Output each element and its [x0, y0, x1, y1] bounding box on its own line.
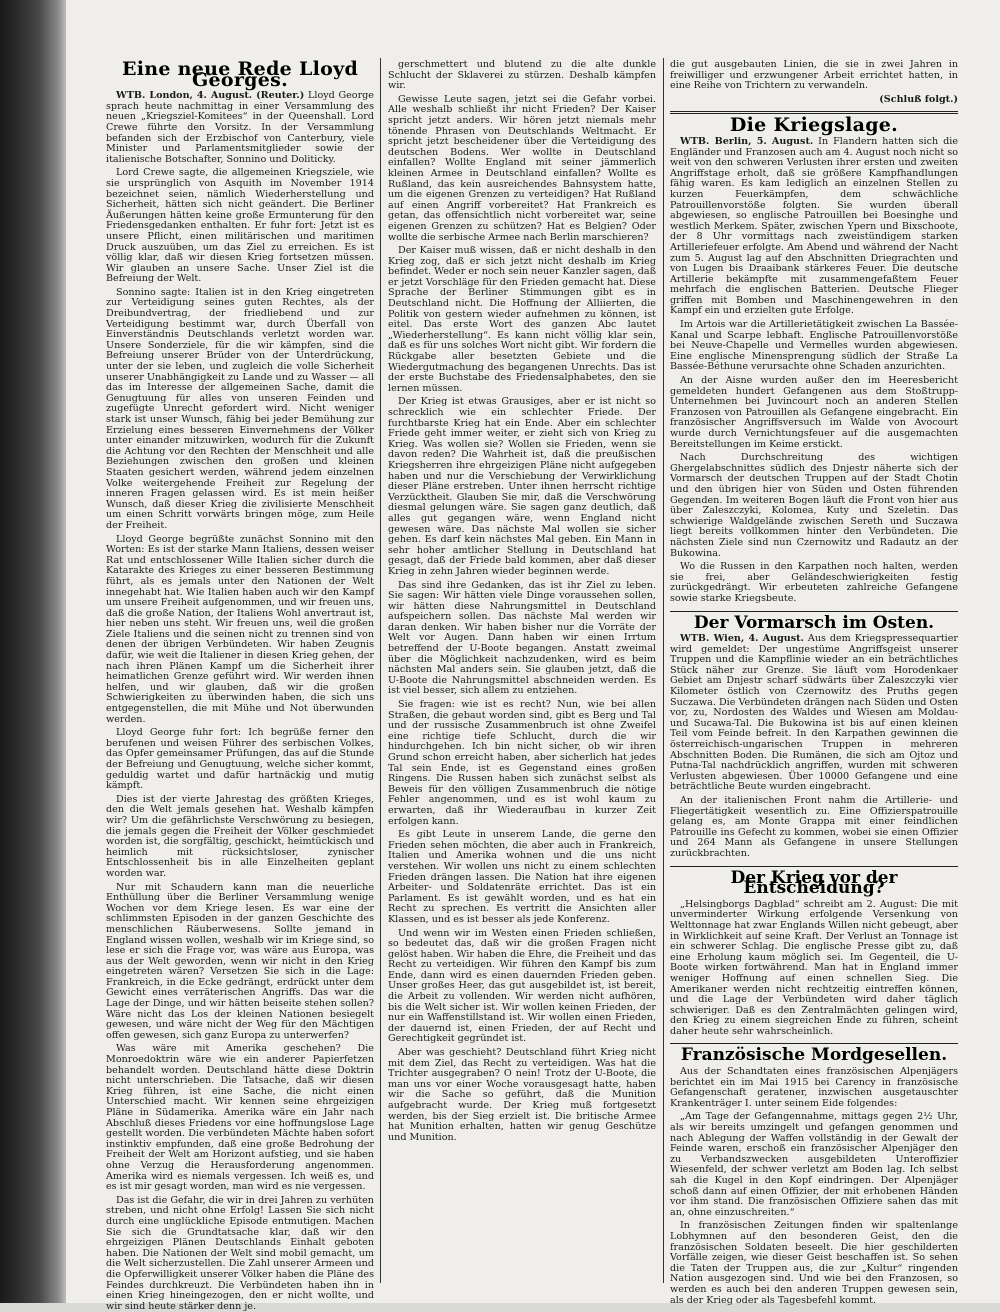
dateline: WTB. Berlin, 5. August. [680, 135, 814, 147]
headline-mordgesellen: Französische Mordgesellen. [680, 1045, 948, 1066]
article-paragraph: die gut ausgebauten Linien, die sie in zwei Jahren in freiwilliger und erzwungener Arbeit errichtet hatten, in eine Reihe von Trichtern zu verwandeln. [670, 59, 958, 92]
paragraph-text: In Flandern hatten sich die Engländer und Franzosen auch am 4. August noch nicht so weit von den schweren Verlusten ihrer ersten und zweiten Angriffstage erholt, daß sie größere Kampfhandlungen fähig waren. Es kam lediglich an einzelnen Stellen zu kurzen Feuerkämpfen, dem schwächliche Patrouillenvorstöße folgten. Sie wurden überall abgewiesen, so englische Patrouillen bei Boesinghe und westlich Merkem. Später, zwischen Ypern und Bixschoote, der 8 Uhr vormittags nach zweistündigem starken Artilleriefeuer erfolgte. Am Abend und während der Nacht zum 5. August lag auf den Abschnitten Driegrachten und von Lugen bis Draaibank stärkeres Feuer. Die deutsche Artillerie bekämpfte mit zusammengefaßtem Feuer mehrfach die englischen Batterien. Deutsche Flieger griffen mit Bomben und Maschinengewehren in den Kampf ein und erzielten gute Erfolge. [670, 135, 958, 317]
article-paragraph: An der italienischen Front nahm die Artillerie- und Fliegertätigkeit wesentlich zu. Eine Offizierspatrouille gelang es, am Monte Grappa mit einer feindlichen Patrouille ins Gefecht zu kommen, wobei sie einen Offizier und 264 Mann als Gefangene in unsere Stellungen zurückbrachten. [670, 795, 958, 859]
column-divider [380, 58, 381, 1283]
headline-vormarsch: Der Vormarsch im Osten. [693, 612, 935, 633]
article-paragraph: Aber was geschieht? Deutschland führt Krieg nicht mit dem Ziel, das Recht zu verteidigen. Was hat die Trichter ausgegraben? O nein! Trotz der U-Boote, die man uns vor einer Woche vorausgesagt hatte, haben wir die Sache so geführt, daß die Munition aufgebracht wurde. Der Krieg muß fortgesetzt werden, bis der Sieg erzielt ist. Die britische Armee hat Munition erhalten, hatten wir genug Geschütze und Munition. [388, 1047, 656, 1143]
article-paragraph: Der Kaiser muß wissen, daß er nicht deshalb in den Krieg zog, daß er sich jetzt nicht deshalb im Krieg befindet. Weder er noch sein neuer Kanzler sagen, daß er jetzt Vorschläge für den Frieden gemacht hat. Diese Sprache der Berliner Stimmungen gibt es in Deutschland nicht. Die Hoffnung der Alliierten, die Politik von gestern wieder aufnehmen zu können, ist eitel. Das erste Wort des ganzen Abc lautet „Wiederherstellung“. Es kann nicht völlig klar sein, daß es für uns solches Wort nicht gibt. Wir fordern die Rückgabe aller besetzten Gebiete und die Wiedergutmachung des begangenen Unrechts. Das ist der erste Buchstabe des Friedensalphabetes, den sie lernen müssen. [388, 245, 657, 394]
article-paragraph: Aus der Schandtaten eines französischen Alpenjägers berichtet ein im Mai 1915 bei Carency in französische Gefangenschaft geratener, inzwischen ausgetauschter Krankenträger I. unter seinem Eide folgendes: [670, 1066, 958, 1109]
article-paragraph: Dies ist der vierte Jahrestag des größten Krieges, den die Welt jemals gesehen hat. Weshalb kämpfen wir? Um die gefährlichste Verschwörung zu besiegen, die jemals gegen die Freiheit der Völker geschmiedet worden ist, die sorgfältig, geschickt, heimtückisch und heimlich mit rücksichtsloser, zynischer Entschlossenheit bis in alle Einzelheiten geplant worden war. [106, 793, 374, 879]
article-paragraph: „Am Tage der Gefangennahme, mittags gegen 2½ Uhr, als wir bereits umzingelt und gefangen genommen und nach Ablegung der Waffen vollständig in der Gewalt der Feinde waren, erschoß ein französischer Alpenjäger den zu Verbandszwecken ausgebildeten Unteroffizier Wiesenfeld, der schwer verletzt am Boden lag. Ich selbst sah die Kugel in den Kopf eindringen. Der Alpenjäger schoß dann auf einen Offizier, der mit erhobenen Händen vor ihm stand. Die französischen Offiziere sahen das mit an, ohne einzuschreiten.“ [670, 1111, 958, 1218]
article-paragraph: Wo die Russen in den Karpathen noch halten, werden sie frei, aber Geländeschwierigkeiten festig zurückgedrängt. Wir erbeuteten zahlreiche Gefangene sowie starke Kriegsbeute. [670, 561, 958, 604]
article-paragraph: Lord Crewe sagte, die allgemeinen Kriegsziele, wie sie ursprünglich von Asquith im November 1914 bezeichnet seien, nämlich Wiederherstellung und Sicherheit, hätten sich nicht geändert. Die Berliner Äußerungen hätten keine große Ermunterung für den Friedensgedanken enthalten. Er fuhr fort: Jetzt ist es unsere Pflicht, einen militärischen und maritimen Druck auszuüben, um das Ziel zu erreichen. Es ist völlig klar, daß wir diesen Krieg fortsetzen müssen. Wir glauben an unsere Sache. Unser Ziel ist die Befreiung der Welt. [106, 167, 374, 285]
article-paragraph [106, 91, 374, 165]
book-binding [0, 0, 66, 1303]
article-paragraph: Sie fragen: wie ist es recht? Nun, wie bei allen Straßen, die gebaut worden sind, gibt es Berg und Tal und der russische Zusammenbruch ist ohne Zweifel eine richtige tiefe Schlucht, durch die wir hindurchgehen. Ich bin nicht sicher, ob wir ihren Grund schon erreicht haben, aber sicherlich hat jedes Tal sein Ende, ist es Gegenstand eines großen Ringens. Die Russen haben sich zunächst selbst als Beweis für den völligen Zusammenbruch die nötige Fehler angenommen, und es ist wohl kaum zu erwarten, daß ihr Wiederaufbau in kurzer Zeit erfolgen kann. [388, 699, 656, 827]
article-paragraph: Nach Durchschreitung des wichtigen Ghergelabschnittes südlich des Dnjestr näherte sich der Vormarsch der deutschen Truppen auf der Stadt Chotin und den übrigen hier von Süden und Osten führenden Gegenden. Im weiteren Bogen läuft die Front von hier aus über Zaleszczyki, Kolomea, Kuty und Szeletin. Das schwierige Waldgelände zwischen Sereth und Suczawa liegt bereits vollkommen hinter den Verbündeten. Die nächsten Ziele sind nun Czernowitz und Radautz an der Bukowina. [670, 452, 958, 559]
column-3 [670, 59, 959, 1306]
article-paragraph: An der Aisne wurden außer den im Heeresbericht gemeldeten hundert Gefangenen aus dem Stoßtrupp-Unternehmen bei Juvincourt noch an anderen Stellen Franzosen von Patrouillen als Gefangene eingebracht. Ein französischer Angriffsversuch im Walde von Avocourt wurde durch Vernichtungsfeuer auf die ausgemachten Bereitstellungen im Keime erstickt. [670, 375, 958, 450]
article-paragraph [670, 137, 958, 317]
paragraph-text: Aus dem Kriegspressequartier wird gemeldet: Der ungestüme Angriffsgeist unserer Truppen und die Kampflinie wieder an ein beträchtliches Stück näher zur Grenze. Sie läuft vom Horodenkaer Gebiet am Dnjestr scharf südwärts über Zaleszczyki vier Kilometer östlich von Czernowitz des Pruths gegen Suczawa. Die Verbündeten drängen nach Süden und Osten vor, zu, Nordosten des Waldes und Wiesen am Moldau- und Sucawa-Tal. Die Bukowina ist bis auf einen kleinen Teil vom Feinde befreit. In den Karpathen gewinnen die österreichisch-ungarischen Truppen in mehreren Abschnitten Boden. Die Rumänen, die sich am Ojtoz und Putna-Tal nachdrücklich angriffen, wurden mit schweren Verlusten abgewiesen. Über 10000 Gefangene und eine beträchtliche Beute wurden eingebracht. [670, 633, 959, 793]
article-paragraph: Gewisse Leute sagen, jetzt sei die Gefahr vorbei. Alle weshalb schließt ihr nicht Frieden? Der Kaiser spricht jetzt anders. Wir hören jetzt niemals mehr tönende Phrasen von Deutschlands Weltmacht. Er spricht jetzt bescheidener über die Verteidigung des deutschen Bodens. Wer wollte in Deutschland einfallen? Wollte England mit seiner jämmerlich kleinen Armee in Deutschland einfallen? Wollte es Rußland, das kein ausreichendes Bahnsystem hatte, um die eigenen Grenzen zu verteidigen? Hat Rußland auf einen Angriff vorbereitet? Hat Frankreich es getan, das offensichtlich nicht vorbereitet war, seine eigenen Grenzen zu schützen? Hat es Belgien? Oder wollte die serbische Armee nach Berlin marschieren? [388, 93, 656, 243]
article-paragraph: Das sind ihre Gedanken, das ist ihr Ziel zu leben. Sie sagen: Wir hätten viele Dinge voraussehen sollen, wir hätten diese Nahrungsmittel in Deutschland aufspeichern sollen. Das nächste Mal werden wir daran denken. Wir haben bisher nur die Vorräte der Welt vor Augen. Dann haben wir einen Irrtum betreffend der U-Boote begangen. Anstatt zweimal über die Möglichkeit nachzudenken, wird es beim nächsten Mal anders sein. Sie glauben jetzt, daß die U-Boote die Nahrungsmittel abschneiden werden. Es ist viel besser, sich allem zu entziehen. [388, 579, 656, 697]
section-rule [670, 1043, 958, 1044]
article-paragraph: Und wenn wir im Westen einen Frieden schließen, so bedeutet das, daß wir die großen Fragen nicht gelöst haben. Wir haben die Ehre, die Freiheit und das Recht zu verteidigen. Wir führen den Kampf bis zum Ende, dann wird es einen dauernden Frieden geben. Unser großes Heer, das gut ausgebildet ist, ist bereit, die Arbeit zu vollenden. Wir werden nicht aufhören, bis die Welt sicher ist. Wir wollen keinen Frieden, der nur ein Waffenstillstand ist. Wir wollen einen Frieden, der dauernd ist, einen Frieden, der auf Recht und Gerechtigkeit gegründet ist. [388, 927, 656, 1045]
column-1 [106, 58, 374, 1312]
section-rule [670, 611, 958, 612]
paragraph-text: Lloyd George sprach heute nachmittag in einer Versammlung des neuen „Kriegsziel-Komitees“ in der Queenshall. Lord Crewe führte den Vorsitz. In der Versammlung befanden sich der Erzbischof von Canterbury, viele Minister und Parlamentsmitglieder sowie der italienische Botschafter, Sonnino und Doliticky. [106, 90, 374, 165]
dateline: WTB. London, 4. August. (Reuter.) [116, 90, 305, 102]
article-paragraph: Im Artois war die Artillerietätigkeit zwischen La Bassée-Kanal und Scarpe lebhaft. Englische Patrouillenvorstöße bei Neuve-Chapelle und Vermelles wurden abgewiesen. Eine englische Minensprengung südlich der Straße La Bassée-Béthune verursachte ohne Schaden anzurichten. [670, 319, 958, 373]
newspaper-page [66, 0, 1000, 1312]
column-divider [663, 58, 664, 1283]
article-paragraph: Lloyd George fuhr fort: Ich begrüße ferner den berufenen und weisen Führer des serbischen Volkes, das Opfer gemeinsamer Prüfungen, das auf die Stunde der Befreiung und Genugtuung, welche sicher kommt, geduldig wartet und dafür hartnäckig und mutig kämpft. [106, 727, 374, 792]
article-paragraph: gerschmettert und blutend zu die alte dunkle Schlucht der Sklaverei zu stürzen. Deshalb kämpfen wir. [388, 59, 656, 92]
column-2 [388, 60, 656, 1280]
article-paragraph: Der Krieg ist etwas Grausiges, aber er ist nicht so schrecklich wie ein schlechter Friede. Der furchtbarste Krieg hat ein Ende. Aber ein schlechter Friede geht immer weiter, er zieht sich von Krieg zu Krieg. Was wollen sie? Wollen sie Frieden, wenn sie davon reden? Die Wahrheit ist, daß die preußischen Kriegsherren ihre ehrgeizigen Pläne nicht aufgegeben haben und nur die Verschiebung der Verwirklichung dieser Pläne erstreben. Unter ihnen herrscht richtige Verzücktheit. Glauben Sie mir, daß die Verschwörung diesmal gelungen wäre. Sie sagen ganz deutlich, daß alles gut gegangen wäre, wenn England nicht gewesen wäre. Das nächste Mal wollen sie sicher gehen. Es darf kein nächstes Mal geben. Ein Mann in sehr hoher amtlicher Stellung in Deutschland hat gesagt, daß der Friede bald kommen, aber daß dieser Krieg in zehn Jahren wieder beginnen werde. [388, 396, 656, 577]
article-paragraph: In französischen Zeitungen finden wir spaltenlange Lobhymnen auf den besonderen Geist, den die französischen Soldaten beseelt. Die hier geschilderten Vorfälle zeigen, wie dieser Geist beschaffen ist. So sehen die Taten der Truppen aus, die zur „Kultur“ ringenden Nation ausgezogen sind. Und wie bei den Franzosen, so werden es auch bei den anderen Truppen gewesen sein, als der Krieg oder als Tagesbefehl kommt. [670, 1220, 958, 1306]
headline-lloyd-george: Eine neue Rede Lloyd Georges. [121, 58, 359, 91]
article-paragraph: „Helsingborgs Dagblad“ schreibt am 2. August: Die mit unverminderter Wirkung erfolgende Versenkung von Welttonnage hat zwar Englands Willen nicht gebeugt, aber in Wirklichkeit auf seine Kraft. Der Verlust an Tonnage ist ein schwerer Schlag. Die englische Presse gibt zu, daß eine Erholung kaum möglich sei. Im Gegenteil, die U-Boote wirken fortwährend. Man hat in England immer weniger Hoffnung auf einen schnellen Sieg. Die Amerikaner werden nicht rechtzeitig eintreffen können, und die Lage der Verbündeten wird daher täglich schwieriger. Daß es den Zentralmächten gelingen wird, den Krieg zu einem siegreichen Ende zu führen, scheint daher heute sehr wahrscheinlich. [670, 898, 958, 1037]
section-rule [670, 866, 958, 867]
article-paragraph: Lloyd George begrüßte zunächst Sonnino mit den Worten: Es ist der starke Mann Italiens, dessen weiser Rat und entschlossener Wille Italien sicher durch die Katarakte des Krieges zu einer besseren Bestimmung führt, als es jemals unter den Nationen der Welt innegehabt hat. Wie Italien haben auch wir den Kampf um unsere Freiheit aufgenommen, und wir freuen uns, daß die große Nation, der Italiens Wohl anvertraut ist, hier neben uns steht. Wir freuen uns, weil die großen Ziele Italiens und die seinen nicht zu trennen sind von denen der übrigen Verbündeten. Wir haben Zeugnis dafür, wie weit die Italiener in diesen Krieg gehen, der nach ihren Plänen Kampf um die Sicherheit ihrer heimatlichen Grenze geführt wird. Wir werden ihnen helfen, und wir glauben, daß wir die großen Schwierigkeiten zu überwinden haben, die sich uns entgegenstellen, die mit Mühe und Not überwunden werden. [106, 533, 374, 725]
article-paragraph: Was wäre mit Amerika geschehen? Die Monroedoktrin wäre wie ein anderer Papierfetzen behandelt worden. Deutschland hätte diese Doktrin nicht unterschrieben. Die Tatsache, daß wir diesen Krieg führen, ist eine Sache, die nicht einen Unterschied macht. Wir kennen seine ehrgeizigen Pläne in Südamerika. Amerika wäre ein Jahr nach Abschluß dieses Friedens vor eine hoffnungslose Lage gestellt worden. Die verbündeten Mächte haben sofort instinktiv empfunden, daß eine große Bedrohung der Freiheit der Welt am Horizont aufstieg, und sie haben ohne Verzug die Herausforderung angenommen. Amerika wird es niemals vergessen. Ich weiß es, und es ist mir gesagt worden, man wird es nie vergessen. [106, 1043, 374, 1193]
article-paragraph: Das ist die Gefahr, die wir in drei Jahren zu verhüten streben, und nicht ohne Erfolg! Lassen Sie sich nicht durch eine unglückliche Episode entmutigen. Machen Sie sich die Grundtatsache klar, daß wir den ehrgeizigen Plänen Deutschlands Einhalt geboten haben. Die Nationen der Welt sind mobil gemacht, um die Welt sicherzustellen. Die Zahl unserer Armeen und die Opferwilligkeit unserer Völker haben die Pläne des Feindes durchkreuzt. Die Verbündeten haben ihn in einen Krieg hineingezogen, den er nicht wollte, und wir sind heute stärker denn je. [106, 1194, 374, 1312]
article-paragraph: Es gibt Leute in unserem Lande, die gerne den Frieden sehen möchten, die aber auch in Frankreich, Italien und Amerika wohnen und die uns nicht verstehen. Wir wollen uns nicht zu einem schlechten Frieden drängen lassen. Die Nation hat ihre eigenen Arbeiter- und Soldatenräte errichtet. Das ist ein Parlament. Es ist gewählt worden, und es hat ein Recht zu sprechen. Es vertritt die Ansichten aller Klassen, und es ist besser als jede Konferenz. [388, 829, 656, 925]
article-paragraph: Sonnino sagte: Italien ist in den Krieg eingetreten zur Verteidigung seines guten Rechtes, als der Dreibundvertrag, der friedliebend und zur Verteidigung bestimmt war, durch Überfall von Einverständnis Deutschlands verletzt worden war. Unsere Sonderziele, für die wir kämpfen, sind die Befreiung unserer Brüder von der Unterdrückung, unter der sie leben, und zugleich die volle Sicherheit unserer Unabhängigkeit zu Lande und zu Wasser — all das im Interesse der allgemeinen Sache, damit die Genugtuung für alles von unseren Feinden und zugefügte Unrecht gefordert wird. Nicht weniger stark ist unser Wunsch, fähig bei jeder Bemühung zur Erzielung eines besseren Einvernehmens der Völker unter einander mitzuwirken, wodurch für die Zukunft die Achtung vor den Rechten der Menschheit und alle Beziehungen zwischen den großen und kleinen Staaten gesichert werden, während jedem einzelnen Volke weitergehende Freiheit zur Regelung der inneren Fragen gelassen wird. Es ist mein heißer Wunsch, daß dieser Krieg die zivilisierte Menschheit um einen Schritt vorwärts bringen möge, zum Heile der Freiheit. [106, 286, 374, 531]
dateline: WTB. Wien, 4. August. [680, 633, 804, 645]
article-paragraph [670, 634, 958, 793]
continued-note: (Schluß folgt.) [879, 93, 958, 105]
headline-kriegslage: Die Kriegslage. [729, 114, 899, 137]
article-paragraph: Nur mit Schaudern kann man die neuerliche Enthüllung über die Berliner Versammlung wenige Wochen vor dem Kriege lesen. Es war eine der schlimmsten Episoden in der ganzen Geschichte des menschlichen Räuberwesens. Sollte jemand in England wissen wollen, weshalb wir im Kriege sind, so lese er sich die Frage vor, was wäre aus Europa, was aus der Welt geworden, wenn wir nicht in den Krieg eingetreten wären? Versetzen Sie sich in die Lage: Frankreich, in die Ecke gedrängt, erdrückt unter dem Gewicht eines verräterischen Angriffs. Das war die Lage der Dinge, und wir hätten beiseite stehen sollen? Wäre nicht das Los der kleinen Nationen besiegelt gewesen, und wäre nicht der Weg für den Mächtigen offen gewesen, sich ganz Europa zu unterwerfen? [106, 881, 374, 1041]
headline-entscheidung: Der Krieg vor der Entscheidung? [730, 867, 898, 899]
